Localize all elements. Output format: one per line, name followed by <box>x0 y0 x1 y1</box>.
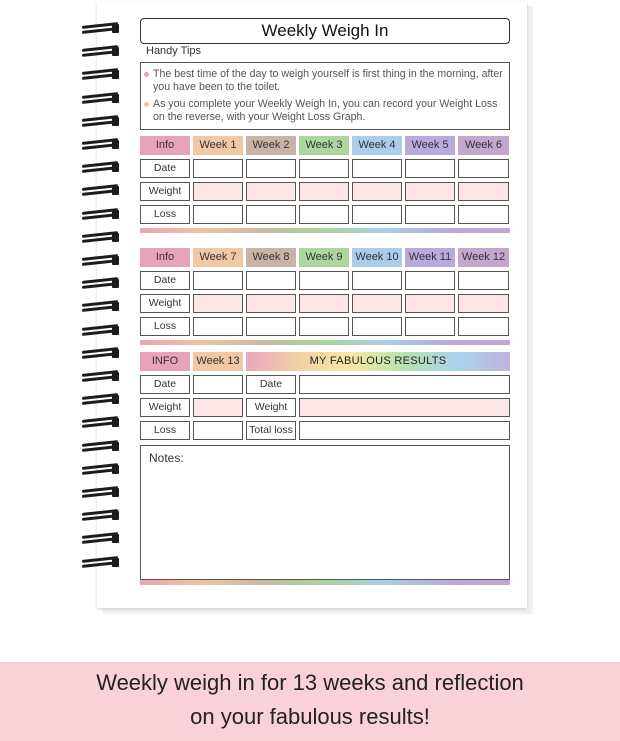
entry-cell[interactable] <box>299 159 349 178</box>
entry-cell[interactable] <box>352 317 402 336</box>
spiral-coil <box>82 233 120 243</box>
caption-line-1: Weekly weigh in for 13 weeks and reflection <box>96 670 524 695</box>
entry-cell[interactable] <box>458 294 509 313</box>
entry-cell[interactable] <box>193 375 243 394</box>
spiral-coil <box>82 372 120 382</box>
week-header: Week 7 <box>193 248 243 267</box>
week-header: Week 12 <box>458 248 509 267</box>
spiral-coil <box>82 326 120 336</box>
spiral-coil <box>82 349 120 359</box>
caption-line-2: on your fabulous results! <box>190 704 430 729</box>
entry-cell[interactable] <box>193 182 243 201</box>
results-heading: MY FABULOUS RESULTS <box>246 352 510 371</box>
entry-cell[interactable] <box>193 159 243 178</box>
rainbow-divider <box>140 340 510 345</box>
bullet-dot-icon <box>144 72 149 77</box>
spiral-coil <box>82 511 120 521</box>
tips-box <box>140 62 510 130</box>
tip-text: As you complete your Weekly Weigh In, you can record your Weight Loss on the reverse, with your Weight Loss Graph. <box>153 98 498 123</box>
entry-cell[interactable] <box>246 317 296 336</box>
entry-cell[interactable] <box>405 159 455 178</box>
entry-cell[interactable] <box>246 182 296 201</box>
entry-cell[interactable] <box>299 294 349 313</box>
week-header: Week 13 <box>193 352 243 371</box>
week-header: Week 8 <box>246 248 296 267</box>
spiral-coil <box>82 279 120 289</box>
entry-cell[interactable] <box>352 271 402 290</box>
results-row-label: Date <box>246 375 296 394</box>
caption <box>0 666 620 734</box>
spiral-coil <box>82 140 120 150</box>
entry-cell[interactable] <box>458 159 509 178</box>
results-row-label: Weight <box>246 398 296 417</box>
spiral-binding <box>82 24 122 584</box>
spiral-coil <box>82 256 120 266</box>
tip-item-1 <box>153 68 505 93</box>
bullet-dot-icon <box>144 102 149 107</box>
entry-cell[interactable] <box>193 294 243 313</box>
row-label: Loss <box>140 421 190 440</box>
spiral-coil <box>82 465 120 475</box>
row-label: Weight <box>140 182 190 201</box>
entry-cell[interactable] <box>299 182 349 201</box>
entry-cell[interactable] <box>405 317 455 336</box>
entry-cell[interactable] <box>458 271 509 290</box>
row-label: Loss <box>140 205 190 224</box>
entry-cell[interactable] <box>352 294 402 313</box>
week-header: Week 1 <box>193 136 243 155</box>
spiral-coil <box>82 210 120 220</box>
results-entry-cell[interactable] <box>299 421 510 440</box>
spiral-coil <box>82 163 120 173</box>
row-label: Date <box>140 159 190 178</box>
entry-cell[interactable] <box>352 205 402 224</box>
week-header: Week 5 <box>405 136 455 155</box>
entry-cell[interactable] <box>193 271 243 290</box>
row-label: Date <box>140 375 190 394</box>
entry-cell[interactable] <box>352 159 402 178</box>
rainbow-divider <box>140 580 510 585</box>
results-row-label: Total loss <box>246 421 296 440</box>
spiral-coil <box>82 558 120 568</box>
spiral-coil <box>82 70 120 80</box>
entry-cell[interactable] <box>246 159 296 178</box>
week-header: Week 4 <box>352 136 402 155</box>
entry-cell[interactable] <box>193 421 243 440</box>
entry-cell[interactable] <box>352 182 402 201</box>
week-header: Week 11 <box>405 248 455 267</box>
spiral-coil <box>82 117 120 127</box>
row-label: Date <box>140 271 190 290</box>
entry-cell[interactable] <box>299 317 349 336</box>
entry-cell[interactable] <box>193 317 243 336</box>
info-header: Info <box>140 248 190 267</box>
spiral-coil <box>82 534 120 544</box>
spiral-coil <box>82 47 120 57</box>
rainbow-divider <box>140 228 510 233</box>
spiral-coil <box>82 395 120 405</box>
week-header: Week 6 <box>458 136 509 155</box>
notes-box[interactable] <box>140 445 510 580</box>
notes-label: Notes: <box>149 451 184 465</box>
tip-text: The best time of the day to weigh yourself is first thing in the morning, after you have been to the toilet. <box>153 68 503 93</box>
week-header: Week 10 <box>352 248 402 267</box>
row-label: Weight <box>140 398 190 417</box>
entry-cell[interactable] <box>193 398 243 417</box>
entry-cell[interactable] <box>299 271 349 290</box>
spiral-coil <box>82 418 120 428</box>
entry-cell[interactable] <box>405 294 455 313</box>
entry-cell[interactable] <box>458 205 509 224</box>
row-label: Weight <box>140 294 190 313</box>
spiral-coil <box>82 94 120 104</box>
entry-cell[interactable] <box>246 205 296 224</box>
page-title: Weekly Weigh In <box>140 18 510 44</box>
entry-cell[interactable] <box>299 205 349 224</box>
week-header: Week 3 <box>299 136 349 155</box>
spiral-coil <box>82 186 120 196</box>
entry-cell[interactable] <box>246 294 296 313</box>
entry-cell[interactable] <box>405 182 455 201</box>
info-header: INFO <box>140 352 190 371</box>
results-entry-cell[interactable] <box>299 375 510 394</box>
tip-item-2 <box>153 98 505 123</box>
entry-cell[interactable] <box>193 205 243 224</box>
results-entry-cell[interactable] <box>299 398 510 417</box>
spiral-coil <box>82 24 120 34</box>
week-header: Week 2 <box>246 136 296 155</box>
spiral-coil <box>82 488 120 498</box>
tips-heading: Handy Tips <box>146 45 202 57</box>
entry-cell[interactable] <box>405 271 455 290</box>
entry-cell[interactable] <box>458 317 509 336</box>
spiral-coil <box>82 302 120 312</box>
entry-cell[interactable] <box>458 182 509 201</box>
spiral-coil <box>82 442 120 452</box>
week-header: Week 9 <box>299 248 349 267</box>
row-label: Loss <box>140 317 190 336</box>
info-header: Info <box>140 136 190 155</box>
entry-cell[interactable] <box>246 271 296 290</box>
entry-cell[interactable] <box>405 205 455 224</box>
